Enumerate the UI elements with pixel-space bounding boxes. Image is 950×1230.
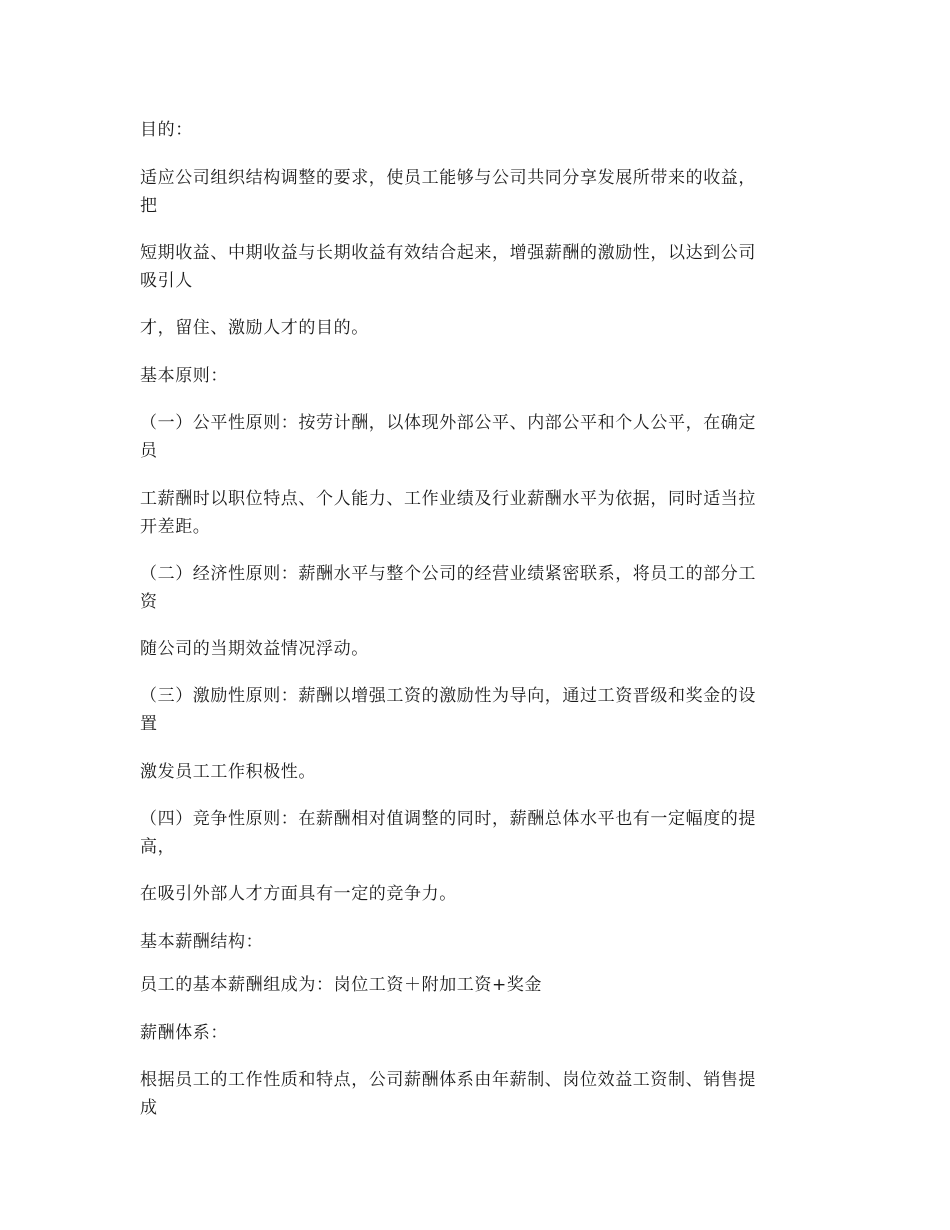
text-line: 在吸引外部人才方面具有一定的竞争力。 (140, 884, 457, 904)
text-line: 短期收益、中期收益与长期收益有效结合起来，增强薪酬的激励性，以达到公司 (140, 243, 756, 263)
text-line: （一）公平性原则：按劳计酬，以体现外部公平、内部公平和个人公平，在确定 (140, 413, 756, 433)
text-line: 根据员工的工作性质和特点，公司薪酬体系由年薪制、岗位效益工资制、销售提 (140, 1070, 756, 1090)
text-line: 置 (140, 714, 158, 734)
heading-salary-system: 薪酬体系： (140, 1023, 228, 1043)
text-line: 员工的基本薪酬组成为：岗位工资＋附加工资+奖金 (140, 975, 543, 995)
text-line: 成 (140, 1098, 158, 1118)
text-line: 员 (140, 441, 158, 461)
text-line: 激发员工工作积极性。 (140, 762, 316, 782)
text-line: 资 (140, 592, 158, 612)
text-line: （二）经济性原则：薪酬水平与整个公司的经营业绩紧密联系，将员工的部分工 (140, 564, 756, 584)
heading-basic-principles: 基本原则： (140, 366, 228, 386)
text-line: （三）激励性原则：薪酬以增强工资的激励性为导向，通过工资晋级和奖金的设 (140, 686, 756, 706)
text-line: 适应公司组织结构调整的要求，使员工能够与公司共同分享发展所带来的收益， (140, 168, 756, 188)
text-line: （四）竞争性原则：在薪酬相对值调整的同时，薪酬总体水平也有一定幅度的提 (140, 809, 756, 829)
heading-purpose: 目的： (140, 120, 193, 140)
text-line: 才，留住、激励人才的目的。 (140, 318, 369, 338)
text-line: 把 (140, 196, 158, 216)
text-line: 工薪酬时以职位特点、个人能力、工作业绩及行业薪酬水平为依据，同时适当拉 (140, 489, 756, 509)
text-line: 吸引人 (140, 271, 193, 291)
text-line: 高， (140, 837, 176, 857)
text-line: 随公司的当期效益情况浮动。 (140, 639, 369, 659)
heading-basic-salary-structure: 基本薪酬结构： (140, 932, 264, 952)
text-line: 开差距。 (140, 517, 211, 537)
